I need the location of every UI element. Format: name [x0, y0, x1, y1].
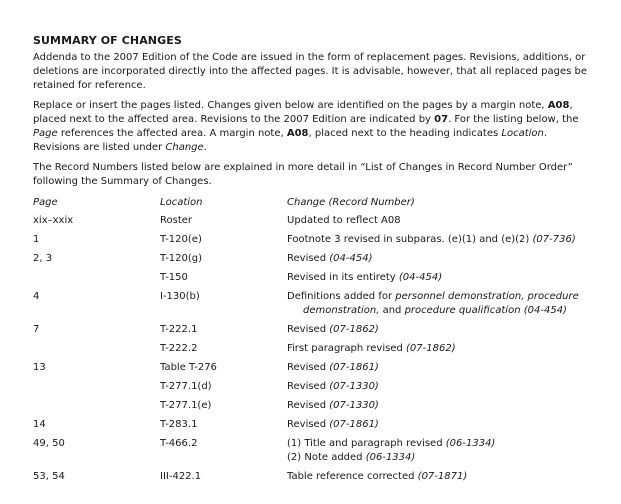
instructions-paragraph: [33, 99, 593, 155]
row-page: 13: [33, 362, 46, 373]
record-number: (07-1861): [329, 419, 379, 430]
page-term: Page: [33, 128, 58, 139]
row-location: T-222.2: [160, 343, 198, 354]
row-change: [287, 290, 593, 318]
para2-text: . Revisions are listed under: [33, 128, 548, 153]
change-text: Revised: [287, 324, 330, 335]
table-row: [33, 380, 593, 394]
row-page: 14: [33, 419, 46, 430]
record-number: (07-1871): [417, 471, 468, 482]
row-page: [33, 271, 160, 285]
para2-text: .: [203, 142, 207, 153]
para2-text: , placed next to the affected area. Revisions to the 2007 Edition are indicated by: [33, 100, 573, 125]
row-location: Roster: [160, 215, 193, 226]
intro-paragraph: Addenda to the 2007 Edition of the Code are issued in the form of replacement pages. Revisions, additions, or deletions are incorporated directly into the affected pages. It is advisable, however, that all replaced pages be retained for reference.: [33, 52, 588, 91]
record-number: (04-454): [398, 272, 443, 283]
row-change: [287, 361, 593, 375]
changes-table: [33, 214, 593, 484]
margin-note-a08: A08: [286, 128, 309, 139]
row-page: 4: [33, 291, 40, 302]
para2-text: references the affected area. A margin note,: [57, 128, 287, 139]
column-header-page: Page: [33, 197, 58, 208]
row-change: [287, 418, 593, 432]
change-line: [287, 437, 593, 451]
table-row: [33, 361, 593, 375]
table-row: [33, 418, 593, 432]
row-location: T-277.1(e): [160, 400, 212, 411]
record-number: (07-1330): [329, 400, 379, 411]
table-row: [33, 214, 593, 228]
table-row: [33, 290, 593, 318]
column-header-change: Change (Record Number): [287, 197, 415, 208]
row-change: [287, 214, 593, 228]
change-text: Updated to reflect A08: [287, 215, 401, 226]
table-row: [33, 323, 593, 337]
record-number: (07-1861): [329, 362, 379, 373]
record-numbers-paragraph: The Record Numbers listed below are explained in more detail in “List of Changes in Record Number Order” following the Summary of Changes.: [33, 162, 573, 187]
record-number: (07-1330): [329, 381, 379, 392]
para2-text: , placed next to the heading indicates: [308, 128, 502, 139]
change-text: Revised: [287, 400, 330, 411]
record-number: (07-1862): [329, 324, 379, 335]
row-location: I-130(b): [160, 291, 200, 302]
row-change: [287, 252, 593, 266]
table-row: [33, 437, 593, 465]
table-row: [33, 271, 593, 285]
row-page: 7: [33, 324, 40, 335]
row-change: [287, 470, 593, 484]
para2-text: . For the listing below, the: [448, 114, 579, 125]
change-text: Footnote 3 revised in subparas. (e)(1) and (e)(2): [287, 234, 533, 245]
change-text: Revised in its entirety: [287, 272, 399, 283]
record-number: (06-1334): [445, 438, 496, 449]
defined-term: procedure qualification: [404, 305, 521, 316]
record-number: (07-1862): [406, 343, 456, 354]
row-change: [287, 233, 593, 247]
row-page: [33, 342, 160, 356]
table-row: [33, 233, 593, 247]
location-term: Location: [501, 128, 544, 139]
row-page: xix–xxix: [33, 215, 74, 226]
record-number: (04-454): [523, 305, 567, 316]
change-term: Change: [165, 142, 204, 153]
table-row: [33, 399, 593, 413]
revision-mark-07: 07: [434, 114, 449, 125]
row-location: T-150: [160, 272, 188, 283]
row-location: Table T-276: [160, 362, 217, 373]
row-location: T-120(e): [160, 234, 202, 245]
page-heading: SUMMARY OF CHANGES: [33, 34, 182, 47]
column-header-location: Location: [160, 197, 203, 208]
row-change: [287, 342, 593, 356]
row-location: T-222.1: [160, 324, 198, 335]
change-text: (2) Note added: [287, 452, 366, 463]
row-page: [33, 399, 160, 413]
record-number: (06-1334): [365, 452, 416, 463]
change-text: and: [379, 305, 405, 316]
row-change: [287, 271, 593, 285]
row-change: [287, 323, 593, 337]
defined-term: personnel demonstration, procedure demonstration,: [303, 291, 579, 316]
row-page: 49, 50: [33, 438, 65, 449]
change-text: Table reference corrected: [287, 471, 418, 482]
table-row: [33, 252, 593, 266]
change-text: Revised: [287, 362, 330, 373]
row-change: [287, 437, 593, 465]
change-text: (1) Title and paragraph revised: [287, 438, 446, 449]
row-page: 53, 54: [33, 471, 65, 482]
change-text: Revised: [287, 419, 330, 430]
change-line: [287, 451, 593, 465]
record-number: (07-736): [532, 234, 576, 245]
changes-table-header: [33, 197, 593, 208]
row-page: 2, 3: [33, 253, 53, 264]
change-text: First paragraph revised: [287, 343, 407, 354]
row-location: III-422.1: [160, 471, 202, 482]
row-page: 1: [33, 234, 40, 245]
row-location: T-283.1: [160, 419, 198, 430]
table-row: [33, 342, 593, 356]
row-page: [33, 380, 160, 394]
row-change: [287, 380, 593, 394]
margin-note-a08: A08: [547, 100, 570, 111]
summary-of-changes-page: [33, 34, 593, 489]
record-number: (04-454): [329, 253, 373, 264]
change-text: Definitions added for: [287, 291, 396, 302]
row-location: T-277.1(d): [160, 381, 212, 392]
row-change: [287, 399, 593, 413]
row-location: T-466.2: [160, 438, 198, 449]
change-text: Revised: [287, 253, 330, 264]
para2-text: Replace or insert the pages listed. Changes given below are identified on the pages by a margin note,: [33, 100, 548, 111]
row-location: T-120(g): [160, 253, 203, 264]
change-text: Revised: [287, 381, 330, 392]
table-row: [33, 470, 593, 484]
